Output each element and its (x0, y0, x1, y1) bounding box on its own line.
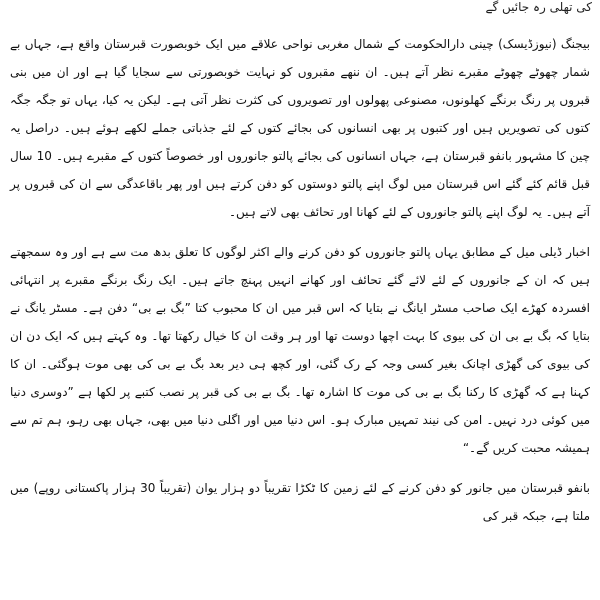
article-paragraph-2: اخبار ڈیلی میل کے مطابق یہاں پالتو جانوروں کو دفن کرنے والے اکثر لوگوں کا تعلق بدھ مت سے ہے اور وہ سمجھتے ہیں کہ ان کے جانوروں کے لئے لائے گئے تحائف اور کھانے انہیں پہنچ جاتے ہیں۔ ایک رنگ برنگے مقبرے پر انتہائی افسردہ کھڑے ایک صاحب مسٹر ایانگ نے بتایا کہ اس قبر میں ان کا محبوب کتا ”بگ بے بی“ دفن ہے۔ مسٹر یانگ نے بتایا کہ بگ بے بی ان کی بیوی کا بہت اچھا دوست تھا اور ہر وقت ان کا خیال رکھتا تھا۔ وہ کہتے ہیں کہ ایک دن ان کی بیوی کی گھڑی اچانک بغیر کسی وجہ کے رک گئی، اور کچھ ہی دیر بعد بگ بے بی کی بھی موت ہوگئی۔ ان کا کہنا ہے کہ گھڑی کا رکنا بگ بے بی کی موت کا اشارہ تھا۔ بگ بے بی کی قبر پر نصب کتبے پر لکھا ہے ”دوسری دنیا میں کوئی درد نہیں۔ امن کی نیند تمہیں مبارک ہو۔ اس دنیا میں اور اگلی دنیا میں بھی، جہاں بھی رہو، ہم تم سے ہمیشہ محبت کریں گے۔“ (10, 245, 590, 455)
article-paragraph-1: بیجنگ (نیوزڈیسک) چینی دارالحکومت کے شمال مغربی نواحی علاقے میں ایک خوبصورت قبرستان واقع ہے، جہاں بے شمار چھوٹے چھوٹے مقبرے نظر آتے ہیں۔ ان ننھے مقبروں کو نہایت خوبصورتی سے سجایا گیا ہے اور ان میں بنی قبروں پر رنگ برنگے کھلونوں، مصنوعی پھولوں اور تصویروں کی کثرت نظر آتی ہے۔ لیکن یہ کیا، یہاں تو جگہ جگہ کتوں کی تصویریں ہیں اور کتبوں پر بھی انسانوں کی بجائے کتوں کے لئے جذباتی جملے لکھے ہوئے ہیں۔ دراصل یہ چین کا مشہور بانفو قبرستان ہے، جہاں انسانوں کی بجائے پالتو جانوروں اور خصوصاً کتوں کے مقبرے ہیں۔ 10 سال قبل قائم کئے گئے اس قبرستان میں لوگ اپنے پالتو دوستوں کو دفن کرتے ہیں اور پھر باقاعدگی سے ان کی قبروں پر آتے ہیں۔ یہ لوگ اپنے پالتو جانوروں کے لئے کھانا اور تحائف بھی لاتے ہیں۔ (10, 37, 590, 219)
article-body (10, 30, 590, 530)
article-paragraph-3: بانفو قبرستان میں جانور کو دفن کرنے کے لئے زمین کا ٹکڑا تقریباً دو ہزار یوان (تقریباً 30 ہزار پاکستانی روپے) میں ملتا ہے، جبکہ قبر کی (10, 481, 590, 523)
previous-text-fragment: کی تھلی رہ جائیں گے (485, 0, 592, 14)
